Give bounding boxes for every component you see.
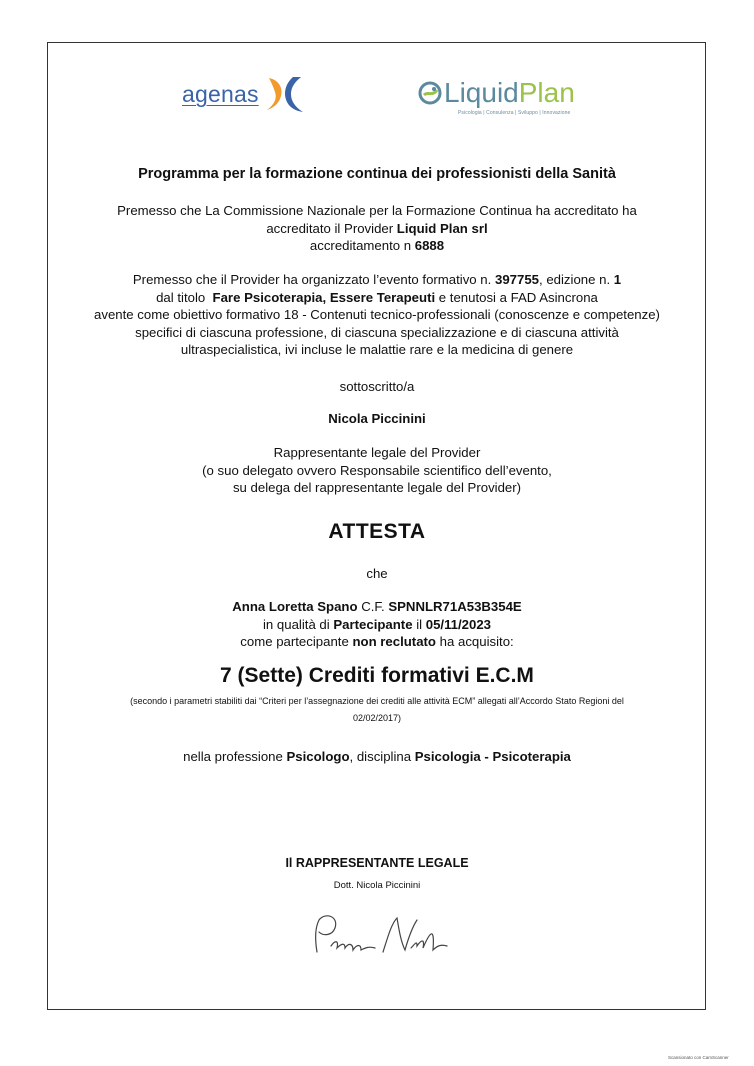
event-number: 397755 xyxy=(494,272,539,287)
accreditation-number: 6888 xyxy=(414,238,445,253)
signer-name: Nicola Piccinini xyxy=(328,411,426,426)
recruited-status: non reclutato xyxy=(352,634,436,649)
signature-name: Dott. Nicola Piccinini xyxy=(333,880,421,891)
document-title: Programma per la formazione continua dei professionisti della Sanità xyxy=(138,166,616,182)
event-title: Fare Psicoterapia, Essere Terapeuti xyxy=(212,289,436,305)
liquidplan-liquid-text: Liquid xyxy=(444,77,519,108)
liquidplan-swirl-icon xyxy=(418,81,442,105)
edition-number: 1 xyxy=(613,272,622,287)
participation-date: 05/11/2023 xyxy=(425,616,492,632)
scanner-footer: Scansionato con CamScanner xyxy=(668,1055,729,1060)
premise-accreditation: Premesso che La Commissione Nazionale per la Formazione Continua ha accreditato ha accreditato il Provider Liquid Plan srl accreditamento n 6888 xyxy=(0,202,754,255)
premise-event-line3: avente come obiettivo formativo 18 - Contenuti tecnico-professionali (conoscenze e competenze) xyxy=(94,307,660,322)
provider-name: Liquid Plan srl xyxy=(396,220,488,236)
liquidplan-tagline: Psicologia | Consulenza | Sviluppo | Innovazione xyxy=(458,110,571,116)
premise-event-line5: ultraspecialistica, ivi incluse le malattie rare e la medicina di genere xyxy=(180,342,574,357)
sottoscritto-label: sottoscritto/a xyxy=(339,379,415,394)
credits-heading: 7 (Sette) Crediti formativi E.C.M xyxy=(220,664,534,687)
liquidplan-logo xyxy=(418,78,575,116)
attesta-heading: ATTESTA xyxy=(328,520,426,543)
che-label: che xyxy=(366,566,388,581)
participant-name: Anna Loretta Spano xyxy=(232,599,358,614)
participant-block: Anna Loretta Spano C.F. SPNNLR71A53B354E in qualità di Partecipante il 05/11/2023 come partecipante non reclutato ha acquisito: xyxy=(232,599,522,649)
liquidplan-plan-text: Plan xyxy=(518,77,575,108)
participant-cf: SPNNLR71A53B354E xyxy=(388,599,522,614)
signature-title: Il RAPPRESENTANTE LEGALE xyxy=(285,856,469,870)
signer-role: Rappresentante legale del Provider (o suo delegato ovvero Responsabile scientifico dell’evento, su delega del rappresentante legale del Provider) xyxy=(202,445,552,495)
participant-quality: Partecipante xyxy=(333,616,413,632)
agenas-mark-icon xyxy=(263,74,309,114)
discipline: Psicologia - Psicoterapia xyxy=(414,749,571,764)
premise-accreditation-line1: Premesso che La Commissione Nazionale per la Formazione Continua ha accreditato ha xyxy=(117,203,637,218)
agenas-logo-text: agenas xyxy=(182,80,259,107)
profession-line: nella professione Psicologo, disciplina Psicologia - Psicoterapia xyxy=(183,749,571,764)
criteria-note: (secondo i parametri stabiliti dai “Criteri per l’assegnazione dei crediti alle attività ECM” allegati all’Accordo Stato Regioni del 02/02/2017) xyxy=(130,696,624,723)
agenas-logo xyxy=(182,74,309,114)
premise-event: Premesso che il Provider ha organizzato l’evento formativo n. 397755, edizione n. 1 dal titolo Fare Psicoterapia, Essere Terapeuti e tenutosi a FAD Asincrona avente come obiettivo formativo 18 - Contenuti tecnico-professionali (conoscenze e competenze) specifici di ciascuna professione, di ciascuna specializzazione e di ciascuna attività ultraspecialistica, ivi incluse le malattie rare e la medicina di genere xyxy=(0,271,754,359)
premise-event-line4: specifici di ciascuna professione, di ciascuna specializzazione e di ciascuna attività xyxy=(135,324,619,340)
profession: Psicologo xyxy=(286,749,350,764)
handwritten-signature xyxy=(305,910,455,965)
